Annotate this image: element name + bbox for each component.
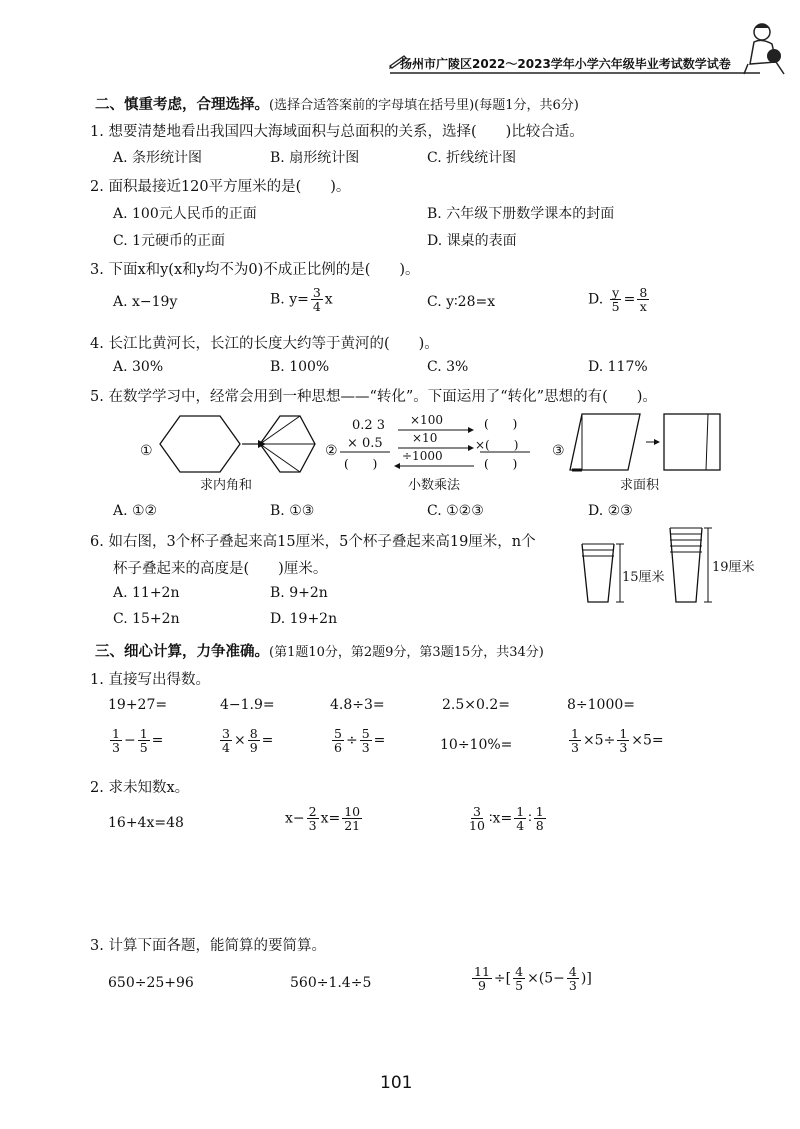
calc-4: 2.5×0.2= [442,697,510,713]
q5-option-c: C. ①②③ [427,503,484,519]
hexagon-figure [160,414,320,474]
calc-9: 10÷10%= [440,737,513,753]
calc-6: $\frac{1}{3}$ − $\frac{1}{5}$ = [112,726,164,755]
q3-option-c: C. y∶28=x [427,294,496,310]
calc-8: $\frac{5}{6}$ ÷ $\frac{5}{3}$ = [334,726,386,755]
q1-option-c: C. 折线统计图 [427,150,517,166]
s3-q2-stem: 2. 求未知数x。 [90,780,190,796]
calc-2: 4−1.9= [220,697,275,713]
q3-stem: 3. 下面x和y(x和y均不为0)不成正比例的是( )。 [90,262,420,278]
fig2-times-blank: ×( ) [475,438,519,452]
equation-2: x− $\frac{2}{3}$ x= $\frac{10}{21}$ [285,804,361,833]
q6-option-c: C. 15+2n [113,611,180,627]
header-line [390,72,760,76]
fig3-mark: ③ [552,443,565,459]
page-number: 101 [380,1073,413,1093]
fig2-line-1: 0.2 3 [352,418,386,433]
fig2-line-2: × 0.5 [347,436,383,451]
s3-q1-stem: 1. 直接写出得数。 [90,672,210,688]
header-title: 扬州市广陵区2022～2023学年小学六年级毕业考试数学试卷 [400,57,731,71]
q6-option-d: D. 19+2n [270,611,338,627]
calc-3: 4.8÷3= [330,697,385,713]
q4-option-a: A. 30% [113,359,164,375]
fig2-mark: ② [325,443,338,459]
q4-option-d: D. 117% [588,359,648,375]
q4-stem: 4. 长江比黄河长，长江的长度大约等于黄河的( )。 [90,336,439,352]
q5-option-d: D. ②③ [588,503,633,519]
q1-stem: 1. 想要清楚地看出我国四大海域面积与总面积的关系，选择( )比较合适。 [90,124,584,140]
q6-option-a: A. 11+2n [113,585,180,601]
q5-option-b: B. ①③ [270,503,315,519]
q3-option-a: A. x−19y [113,294,178,310]
cups-label-15: 15厘米 [622,570,665,585]
q3-option-b: B. y= $\frac{3}{4}$ x [270,285,333,314]
calc-10: $\frac{1}{3}$ ×5÷ $\frac{1}{3}$ ×5= [571,726,664,755]
q2-option-a: A. 100元人民币的正面 [113,206,257,222]
q3-option-d: D. $\frac{y}{5}$ = $\frac{8}{x}$ [588,285,648,314]
fig2-caption: 小数乘法 [408,478,461,493]
fig1-caption: 求内角和 [200,478,253,493]
fig2-times10: ×10 [412,431,438,445]
equation-1: 16+4x=48 [108,815,184,831]
q1-option-b: B. 扇形统计图 [270,150,360,166]
svg-text:( ): ( ) [484,417,518,431]
q6-option-b: B. 9+2n [270,585,328,601]
parallelogram-figure [568,412,728,474]
cups-label-19: 19厘米 [712,560,755,575]
section2-heading: 二、慎重考虑，合理选择。 [95,96,269,113]
simplify-2: 560÷1.4÷5 [290,975,372,991]
calc-7: $\frac{3}{4}$ × $\frac{8}{9}$ = [222,726,274,755]
q6-stem-1: 6. 如右图，3个杯子叠起来高15厘米，5个杯子叠起来高19厘米，n个 [90,534,536,550]
fig1-mark: ① [140,443,153,459]
section3-note: (第1题10分，第2题9分，第3题15分，共34分) [269,645,544,660]
simplify-1: 650÷25+96 [108,975,194,991]
q2-stem: 2. 面积最接近120平方厘米的是( )。 [90,179,351,195]
q2-option-d: D. 课桌的表面 [427,233,517,249]
q5-option-a: A. ①② [113,503,158,519]
q5-stem: 5. 在数学学习中，经常会用到一种思想——“转化”。下面运用了“转化”思想的有( )。 [90,389,657,405]
calc-5: 8÷1000= [567,697,635,713]
q2-option-b: B. 六年级下册数学课本的封面 [427,206,615,222]
svg-text:( ): ( ) [484,457,518,471]
q2-option-c: C. 1元硬币的正面 [113,233,226,249]
mascot-icon [740,18,795,78]
fig2-times100: ×100 [410,413,443,427]
q4-option-c: C. 3% [427,359,469,375]
fig2-div1000: ÷1000 [402,449,443,463]
simplify-3: $\frac{11}{9}$ ÷[ $\frac{4}{5}$ ×(5− $\frac{4}{3}$ )] [474,964,592,993]
section3-heading: 三、细心计算，力争准确。 [95,643,269,660]
q4-option-b: B. 100% [270,359,330,375]
equation-3: $\frac{3}{10}$ ∶x= $\frac{1}{4}$ ∶ $\frac{1}{8}$ [469,804,544,833]
svg-text:( ): ( ) [344,457,378,471]
calc-1: 19+27= [108,697,168,713]
fig3-caption: 求面积 [620,478,660,493]
s3-q3-stem: 3. 计算下面各题，能简算的要简算。 [90,938,326,954]
q1-option-a: A. 条形统计图 [113,150,203,166]
q6-stem-2: 杯子叠起来的高度是( )厘米。 [113,561,328,577]
section2-note: (选择合适答案前的字母填在括号里)(每题1分，共6分) [269,98,579,113]
